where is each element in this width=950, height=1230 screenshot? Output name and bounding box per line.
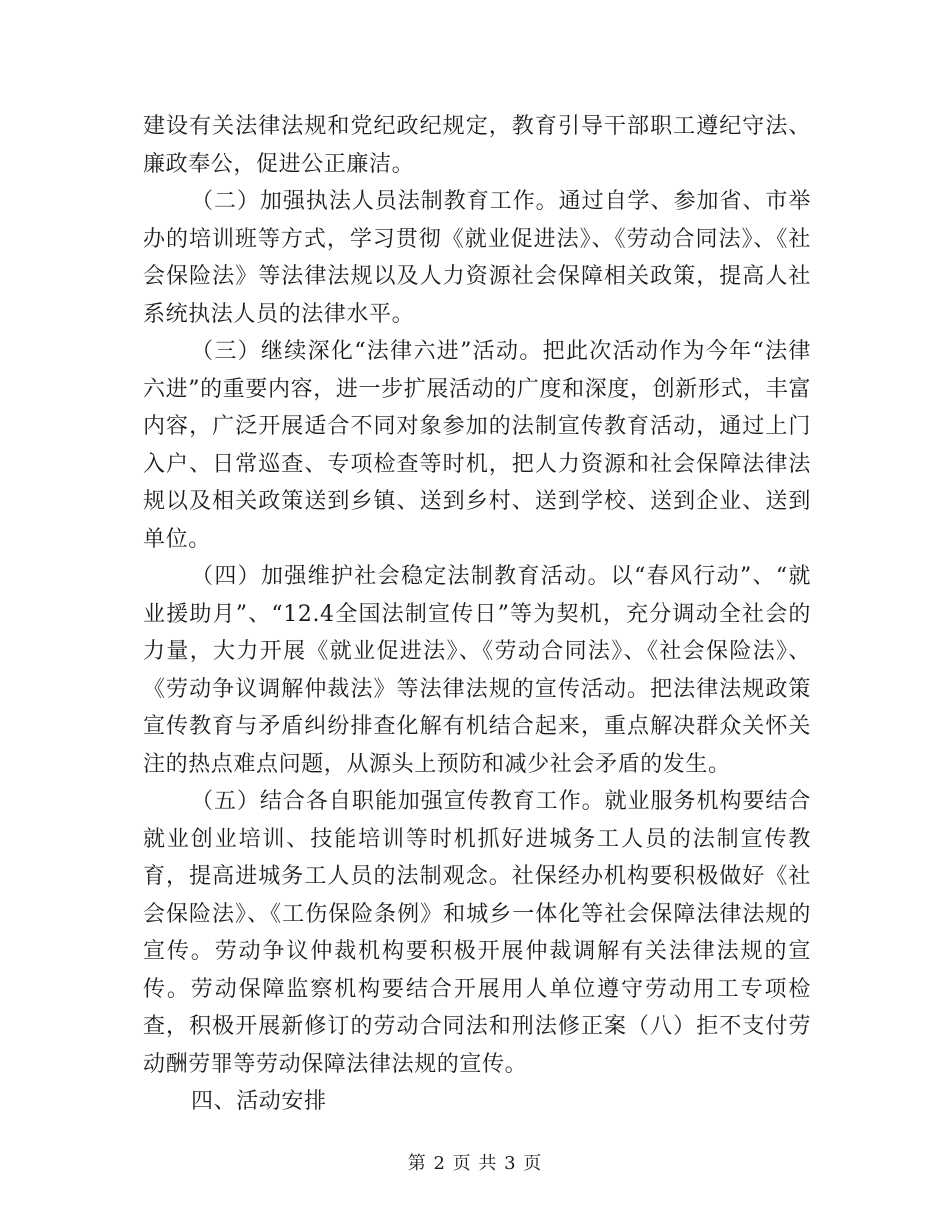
paragraph-continuation: 建设有关法律法规和党纪政纪规定，教育引导干部职工遵纪守法、廉政奉公，促进公正廉洁。 bbox=[143, 114, 811, 177]
document-body bbox=[143, 108, 811, 1121]
paragraph-item-4: （四）加强维护社会稳定法制教育活动。以“春风行动”、“就业援助月”、“12.4全国法制宣传日”等为契机，充分调动全社会的力量，大力开展《就业促进法》、《劳动合同法》、《社会保险法》、《劳动争议调解仲裁法》等法律法规的宣传活动。把法律法规政策宣传教育与矛盾纠纷排查化解有机结合起来，重点解决群众关怀关注的热点难点问题，从源头上预防和减少社会矛盾的发生。 bbox=[143, 564, 811, 777]
paragraph-item-5: （五）结合各自职能加强宣传教育工作。就业服务机构要结合就业创业培训、技能培训等时机抓好进城务工人员的法制宣传教育，提高进城务工人员的法制观念。社保经办机构要积极做好《社会保险法》、《工伤保险条例》和城乡一体化等社会保障法律法规的宣传。劳动争议仲裁机构要积极开展仲裁调解有关法律法规的宣传。劳动保障监察机构要结合开展用人单位遵守劳动用工专项检查，积极开展新修订的劳动合同法和刑法修正案（八）拒不支付劳动酬劳罪等劳动保障法律法规的宣传。 bbox=[143, 789, 811, 1077]
page-number-footer: 第 2 页 共 3 页 bbox=[407, 1153, 543, 1174]
paragraph-item-3: （三）继续深化“法律六进”活动。把此次活动作为今年“法律六进”的重要内容，进一步扩展活动的广度和深度，创新形式，丰富内容，广泛开展适合不同对象参加的法制宣传教育活动，通过上门入户、日常巡查、专项检查等时机，把人力资源和社会保障法律法规以及相关政策送到乡镇、送到乡村、送到学校、送到企业、送到单位。 bbox=[143, 339, 811, 552]
paragraph-item-2: （二）加强执法人员法制教育工作。通过自学、参加省、市举办的培训班等方式，学习贯彻《就业促进法》、《劳动合同法》、《社会保险法》等法律法规以及人力资源社会保障相关政策，提高人社系统执法人员的法律水平。 bbox=[143, 189, 811, 327]
section-heading: 四、活动安排 bbox=[191, 1089, 327, 1114]
